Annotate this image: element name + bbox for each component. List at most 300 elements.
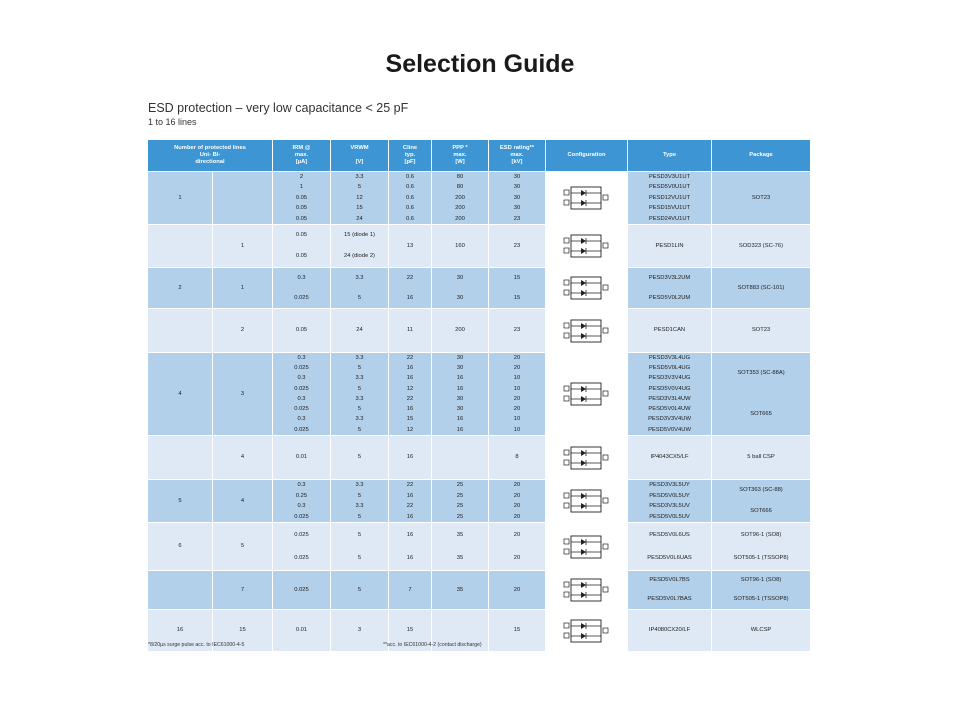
vrwm-value: 3.3 [355, 503, 364, 510]
vrwm-value: 24 [356, 327, 363, 334]
ppp-value: 16 [456, 385, 464, 392]
package-value: SOT23 [751, 194, 771, 201]
vrwm-value: 3.3 [355, 416, 364, 423]
cell-configuration [546, 523, 627, 570]
type-value: PESD3V3V4UG [648, 375, 691, 382]
cell-uni [148, 480, 212, 522]
package-value: SOT505-1 (TSSOP8) [733, 555, 789, 562]
table-heading: ESD protection – very low capacitance < 25 pF [148, 101, 409, 115]
cline-value: 12 [406, 426, 414, 433]
cell-irm [273, 309, 330, 352]
cell-bi [213, 353, 272, 435]
ppp-value: 16 [456, 375, 464, 382]
type-value: PESD5V0V4UW [648, 426, 691, 433]
irm-value: 1 [299, 184, 304, 191]
cline-value: 16 [406, 294, 414, 301]
type-value: PESD5V0L4UG [648, 365, 691, 372]
cell-vrwm [331, 436, 388, 479]
cell-configuration [546, 436, 627, 479]
cell-bi [213, 172, 272, 224]
type-value: PESD24VU1UT [648, 215, 691, 222]
cell-bi [213, 480, 272, 522]
cell-esd [489, 225, 545, 267]
header-esd: ESD rating** max. [kV] [489, 140, 545, 171]
cell-configuration [546, 480, 627, 522]
cline-value: 0.6 [405, 205, 415, 212]
cell-types [628, 225, 711, 267]
cell-esd [489, 309, 545, 352]
esd-value: 20 [513, 395, 521, 402]
cell-configuration [546, 353, 627, 435]
esd-value: 10 [513, 385, 521, 392]
configuration-diagram-icon [561, 184, 613, 212]
irm-value: 0.05 [295, 194, 308, 201]
uni-value: 6 [178, 543, 182, 550]
configuration-diagram-icon [561, 380, 613, 408]
configuration-diagram-icon [561, 487, 613, 515]
cell-irm [273, 172, 330, 224]
esd-value: 15 [513, 294, 521, 301]
irm-value: 0.25 [295, 492, 308, 499]
irm-value: 0.05 [295, 215, 308, 222]
bi-value: 7 [240, 586, 245, 593]
esd-value: 30 [513, 194, 521, 201]
ppp-value: 16 [456, 426, 464, 433]
cell-configuration [546, 172, 627, 224]
cell-esd [489, 268, 545, 308]
ppp-value: 30 [456, 274, 464, 281]
type-value: PESD1LIN [655, 242, 684, 249]
irm-value: 0.01 [295, 627, 308, 634]
cell-packages [712, 436, 810, 479]
cell-esd [489, 523, 545, 570]
slide-title: Selection Guide [385, 50, 575, 78]
irm-value: 0.025 [294, 513, 309, 520]
cell-configuration [546, 225, 627, 267]
type-value: PESD3V3L4UG [648, 354, 691, 361]
cell-packages [712, 309, 810, 352]
vrwm-value: 5 [357, 294, 362, 301]
irm-value: 0.3 [297, 482, 306, 489]
esd-value: 23 [513, 215, 521, 222]
cell-uni [148, 353, 212, 435]
type-value: PESD3V3U1UT [648, 174, 691, 180]
cell-ppp [432, 436, 488, 479]
cell-packages [712, 353, 810, 435]
header-cline: Cline typ. [pF] [389, 140, 431, 171]
ppp-value: 200 [455, 194, 465, 201]
configuration-diagram-icon [561, 617, 613, 645]
bi-value: 5 [240, 543, 245, 550]
cell-cline [389, 523, 431, 570]
ppp-value: 16 [456, 416, 464, 423]
ppp-value: 200 [455, 215, 465, 222]
cell-uni [148, 436, 212, 479]
vrwm-value: 5 [357, 426, 362, 433]
cell-cline [389, 571, 431, 609]
configuration-diagram-icon [561, 533, 613, 561]
cell-vrwm [331, 571, 388, 609]
vrwm-value: 3.3 [355, 482, 364, 489]
cell-types [628, 268, 711, 308]
type-value: PESD5V0L5UY [649, 492, 690, 499]
vrwm-value: 5 [357, 365, 362, 372]
cell-packages [712, 480, 810, 522]
vrwm-value: 5 [357, 385, 362, 392]
ppp-value: 80 [456, 184, 464, 191]
irm-value: 0.05 [295, 327, 308, 334]
vrwm-value: 5 [357, 586, 362, 593]
vrwm-value: 5 [357, 454, 362, 461]
type-value: PESD3V3L4UW [648, 395, 691, 402]
cell-irm [273, 610, 330, 651]
cell-uni [148, 571, 212, 609]
package-value: SOT353 (SC-88A) [737, 370, 785, 377]
irm-value: 0.025 [294, 426, 309, 433]
cell-esd [489, 480, 545, 522]
bi-value: 3 [240, 390, 245, 397]
type-value: PESD15VU1UT [648, 205, 691, 212]
irm-value: 0.025 [294, 365, 309, 372]
cell-vrwm [331, 268, 388, 308]
cell-irm [273, 480, 330, 522]
bi-value: 1 [240, 242, 245, 249]
cell-irm [273, 225, 330, 267]
cell-cline [389, 172, 431, 224]
cline-value: 16 [406, 513, 414, 520]
cline-value: 22 [406, 395, 414, 402]
cline-value: 16 [406, 406, 414, 413]
cell-ppp [432, 353, 488, 435]
header-irm: IRM @ max. [µA] [273, 140, 330, 171]
vrwm-value: 3.3 [355, 274, 364, 281]
configuration-diagram-icon [561, 444, 613, 472]
esd-value: 20 [513, 492, 521, 499]
esd-value: 20 [513, 482, 521, 489]
ppp-value: 160 [455, 242, 465, 249]
cell-esd [489, 610, 545, 651]
uni-value: 16 [176, 627, 184, 634]
table-subheading: 1 to 16 lines [148, 117, 197, 127]
bi-value: 2 [240, 327, 245, 334]
cell-packages [712, 268, 810, 308]
vrwm-value: 5 [357, 513, 362, 520]
ppp-value: 80 [456, 174, 464, 180]
esd-value: 20 [513, 531, 521, 538]
vrwm-value: 12 [356, 194, 363, 201]
cell-ppp [432, 172, 488, 224]
cell-types [628, 523, 711, 570]
esd-value: 10 [513, 416, 521, 423]
package-value: SOT23 [751, 327, 771, 334]
vrwm-value: 5 [357, 406, 362, 413]
cell-vrwm [331, 610, 388, 651]
cell-esd [489, 571, 545, 609]
cell-packages [712, 172, 810, 224]
cell-packages [712, 523, 810, 570]
cline-value: 13 [406, 242, 414, 249]
cell-configuration [546, 268, 627, 308]
cell-bi [213, 436, 272, 479]
irm-value: 2 [299, 174, 304, 180]
ppp-value: 35 [456, 586, 464, 593]
cline-value: 0.6 [405, 194, 415, 201]
type-value: PESD5V0L7BS [649, 577, 690, 584]
irm-value: 0.05 [295, 232, 308, 239]
uni-value: 2 [178, 284, 182, 291]
vrwm-value: 3.3 [355, 354, 364, 361]
esd-value: 20 [513, 406, 521, 413]
irm-value: 0.3 [297, 416, 306, 423]
type-value: PESD5V0L2UM [648, 294, 691, 301]
cline-value: 22 [406, 354, 414, 361]
cline-value: 16 [406, 365, 414, 372]
package-value: 5 ball CSP [747, 454, 775, 461]
cline-value: 7 [408, 586, 412, 593]
type-value: PESD5V0L6US [649, 531, 690, 538]
cell-cline [389, 225, 431, 267]
uni-value: 1 [178, 194, 182, 201]
package-value: WLCSP [750, 627, 772, 634]
cline-value: 22 [406, 503, 414, 510]
bi-value: 1 [240, 284, 245, 291]
cell-configuration [546, 309, 627, 352]
header-protected-lines: Number of protected lines Uni- Bi- directional [148, 140, 272, 171]
cell-vrwm [331, 353, 388, 435]
cell-types [628, 353, 711, 435]
irm-value: 0.3 [297, 375, 306, 382]
ppp-value: 25 [456, 492, 464, 499]
package-value: SOT363 (SC-88) [739, 487, 783, 494]
cline-value: 11 [406, 327, 414, 334]
cell-types [628, 610, 711, 651]
esd-value: 15 [513, 627, 521, 634]
ppp-value: 200 [455, 205, 465, 212]
irm-value: 0.025 [294, 294, 309, 301]
cell-packages [712, 610, 810, 651]
ppp-value: 30 [456, 294, 464, 301]
cell-types [628, 172, 711, 224]
type-value: PESD1CAN [653, 327, 686, 334]
type-value: PESD5V0L5UV [649, 513, 690, 520]
esd-value: 23 [513, 242, 521, 249]
configuration-diagram-icon [561, 576, 613, 604]
vrwm-value: 3.3 [355, 375, 364, 382]
vrwm-value: 15 (diode 1) [344, 232, 375, 239]
ppp-value: 30 [456, 406, 464, 413]
package-value: SOT96-1 (SO8) [740, 531, 782, 538]
package-value: SOT96-1 (SO8) [740, 577, 782, 584]
esd-value: 10 [513, 426, 521, 433]
vrwm-value: 5 [357, 555, 362, 562]
cell-ppp [432, 523, 488, 570]
cell-vrwm [331, 172, 388, 224]
package-value: SOT665 [750, 411, 772, 418]
cell-vrwm [331, 480, 388, 522]
cline-value: 16 [406, 375, 414, 382]
irm-value: 0.025 [294, 406, 309, 413]
package-value: SOT883 (SC-101) [737, 284, 785, 291]
type-value: PESD12VU1UT [648, 194, 691, 201]
package-value: SOT505-1 (TSSOP8) [733, 596, 789, 603]
esd-value: 20 [513, 354, 521, 361]
uni-value: 5 [178, 497, 182, 504]
cell-types [628, 480, 711, 522]
cell-ppp [432, 571, 488, 609]
ppp-value: 35 [456, 555, 464, 562]
cell-ppp [432, 309, 488, 352]
cell-types [628, 436, 711, 479]
esd-value: 20 [513, 365, 521, 372]
esd-value: 20 [513, 513, 521, 520]
irm-value: 0.025 [294, 385, 309, 392]
cell-irm [273, 268, 330, 308]
bi-value: 4 [240, 497, 245, 504]
footnote-surge: *8/20µs surge pulse acc. to IEC61000-4-5 [148, 642, 245, 648]
cell-packages [712, 571, 810, 609]
cell-vrwm [331, 309, 388, 352]
vrwm-value: 3.3 [355, 395, 364, 402]
vrwm-value: 3 [357, 627, 362, 634]
bi-value: 15 [239, 627, 246, 634]
cell-uni [148, 523, 212, 570]
ppp-value: 25 [456, 503, 464, 510]
ppp-value: 25 [456, 482, 464, 489]
cell-vrwm [331, 523, 388, 570]
vrwm-value: 5 [357, 184, 362, 191]
cell-irm [273, 523, 330, 570]
cell-bi [213, 268, 272, 308]
cell-cline [389, 353, 431, 435]
esd-value: 10 [513, 375, 521, 382]
irm-value: 0.01 [295, 454, 308, 461]
vrwm-value: 15 [356, 205, 363, 212]
cell-cline [389, 309, 431, 352]
cline-value: 22 [406, 482, 414, 489]
bi-value: 4 [240, 454, 245, 461]
irm-value: 0.3 [297, 503, 306, 510]
esd-value: 20 [513, 555, 521, 562]
type-value: PESD5V0L6UAS [647, 555, 692, 562]
irm-value: 0.3 [297, 274, 306, 281]
cell-bi [213, 309, 272, 352]
cell-irm [273, 436, 330, 479]
cell-configuration [546, 610, 627, 651]
cell-ppp [432, 268, 488, 308]
cell-esd [489, 172, 545, 224]
footnote-esd: **acc. to IEC61000-4-2 (contact discharge) [383, 642, 482, 648]
cell-bi [213, 571, 272, 609]
cline-value: 16 [406, 492, 414, 499]
ppp-value: 200 [455, 327, 465, 334]
esd-value: 8 [515, 454, 519, 461]
ppp-value: 35 [456, 531, 464, 538]
ppp-value: 30 [456, 365, 464, 372]
configuration-diagram-icon [561, 232, 613, 260]
header-package: Package [712, 140, 810, 171]
cline-value: 12 [406, 385, 414, 392]
uni-value: 4 [178, 390, 182, 397]
type-value: PESD3V3L2UM [648, 274, 691, 281]
type-value: PESD3V3V4UW [648, 416, 691, 423]
cline-value: 0.6 [405, 184, 415, 191]
ppp-value: 25 [456, 513, 464, 520]
cell-bi [213, 523, 272, 570]
header-type: Type [628, 140, 711, 171]
esd-value: 20 [513, 586, 521, 593]
cline-value: 22 [406, 274, 414, 281]
vrwm-value: 3.3 [355, 174, 364, 180]
type-value: PESD5V0L7BAS [647, 596, 692, 603]
type-value: PESD5V0V4UG [648, 385, 691, 392]
header-configuration: Configuration [546, 140, 627, 171]
cell-ppp [432, 480, 488, 522]
cline-value: 16 [406, 555, 414, 562]
cell-configuration [546, 571, 627, 609]
irm-value: 0.025 [294, 586, 309, 593]
irm-value: 0.025 [294, 531, 309, 538]
esd-value: 20 [513, 503, 521, 510]
type-value: PESD3V3L5UY [649, 482, 690, 489]
cell-uni [148, 172, 212, 224]
package-value: SOD323 (SC-76) [738, 242, 784, 249]
cell-vrwm [331, 225, 388, 267]
cline-value: 16 [406, 454, 414, 461]
type-value: PESD3V3L5UV [649, 503, 690, 510]
irm-value: 0.05 [295, 253, 308, 260]
configuration-diagram-icon [561, 317, 613, 345]
cell-uni [148, 225, 212, 267]
cline-value: 16 [406, 531, 414, 538]
configuration-diagram-icon [561, 274, 613, 302]
vrwm-value: 24 [356, 215, 363, 222]
cline-value: 15 [406, 416, 414, 423]
cell-ppp [432, 225, 488, 267]
vrwm-value: 5 [357, 531, 362, 538]
irm-value: 0.3 [297, 395, 306, 402]
esd-value: 23 [513, 327, 521, 334]
ppp-value: 30 [456, 354, 464, 361]
esd-value: 30 [513, 205, 521, 212]
vrwm-value: 5 [357, 492, 362, 499]
esd-value: 30 [513, 174, 521, 180]
selection-table [148, 140, 801, 639]
irm-value: 0.05 [295, 205, 308, 212]
cell-uni [148, 268, 212, 308]
type-value: PESD5V0U1UT [648, 184, 691, 191]
vrwm-value: 24 (diode 2) [344, 253, 375, 260]
cell-irm [273, 353, 330, 435]
cell-types [628, 571, 711, 609]
type-value: IP4043CX5/LF [650, 454, 689, 461]
esd-value: 15 [513, 274, 521, 281]
esd-value: 30 [513, 184, 521, 191]
cell-cline [389, 436, 431, 479]
cell-packages [712, 225, 810, 267]
cline-value: 0.6 [405, 215, 415, 222]
type-value: IP4080CX20/LF [648, 627, 691, 634]
cline-value: 15 [406, 627, 414, 634]
cell-irm [273, 571, 330, 609]
cell-esd [489, 436, 545, 479]
irm-value: 0.3 [297, 354, 306, 361]
ppp-value: 30 [456, 395, 464, 402]
cell-cline [389, 480, 431, 522]
type-value: PESD5V0L4UW [648, 406, 691, 413]
cell-cline [389, 268, 431, 308]
cell-types [628, 309, 711, 352]
cell-uni [148, 309, 212, 352]
